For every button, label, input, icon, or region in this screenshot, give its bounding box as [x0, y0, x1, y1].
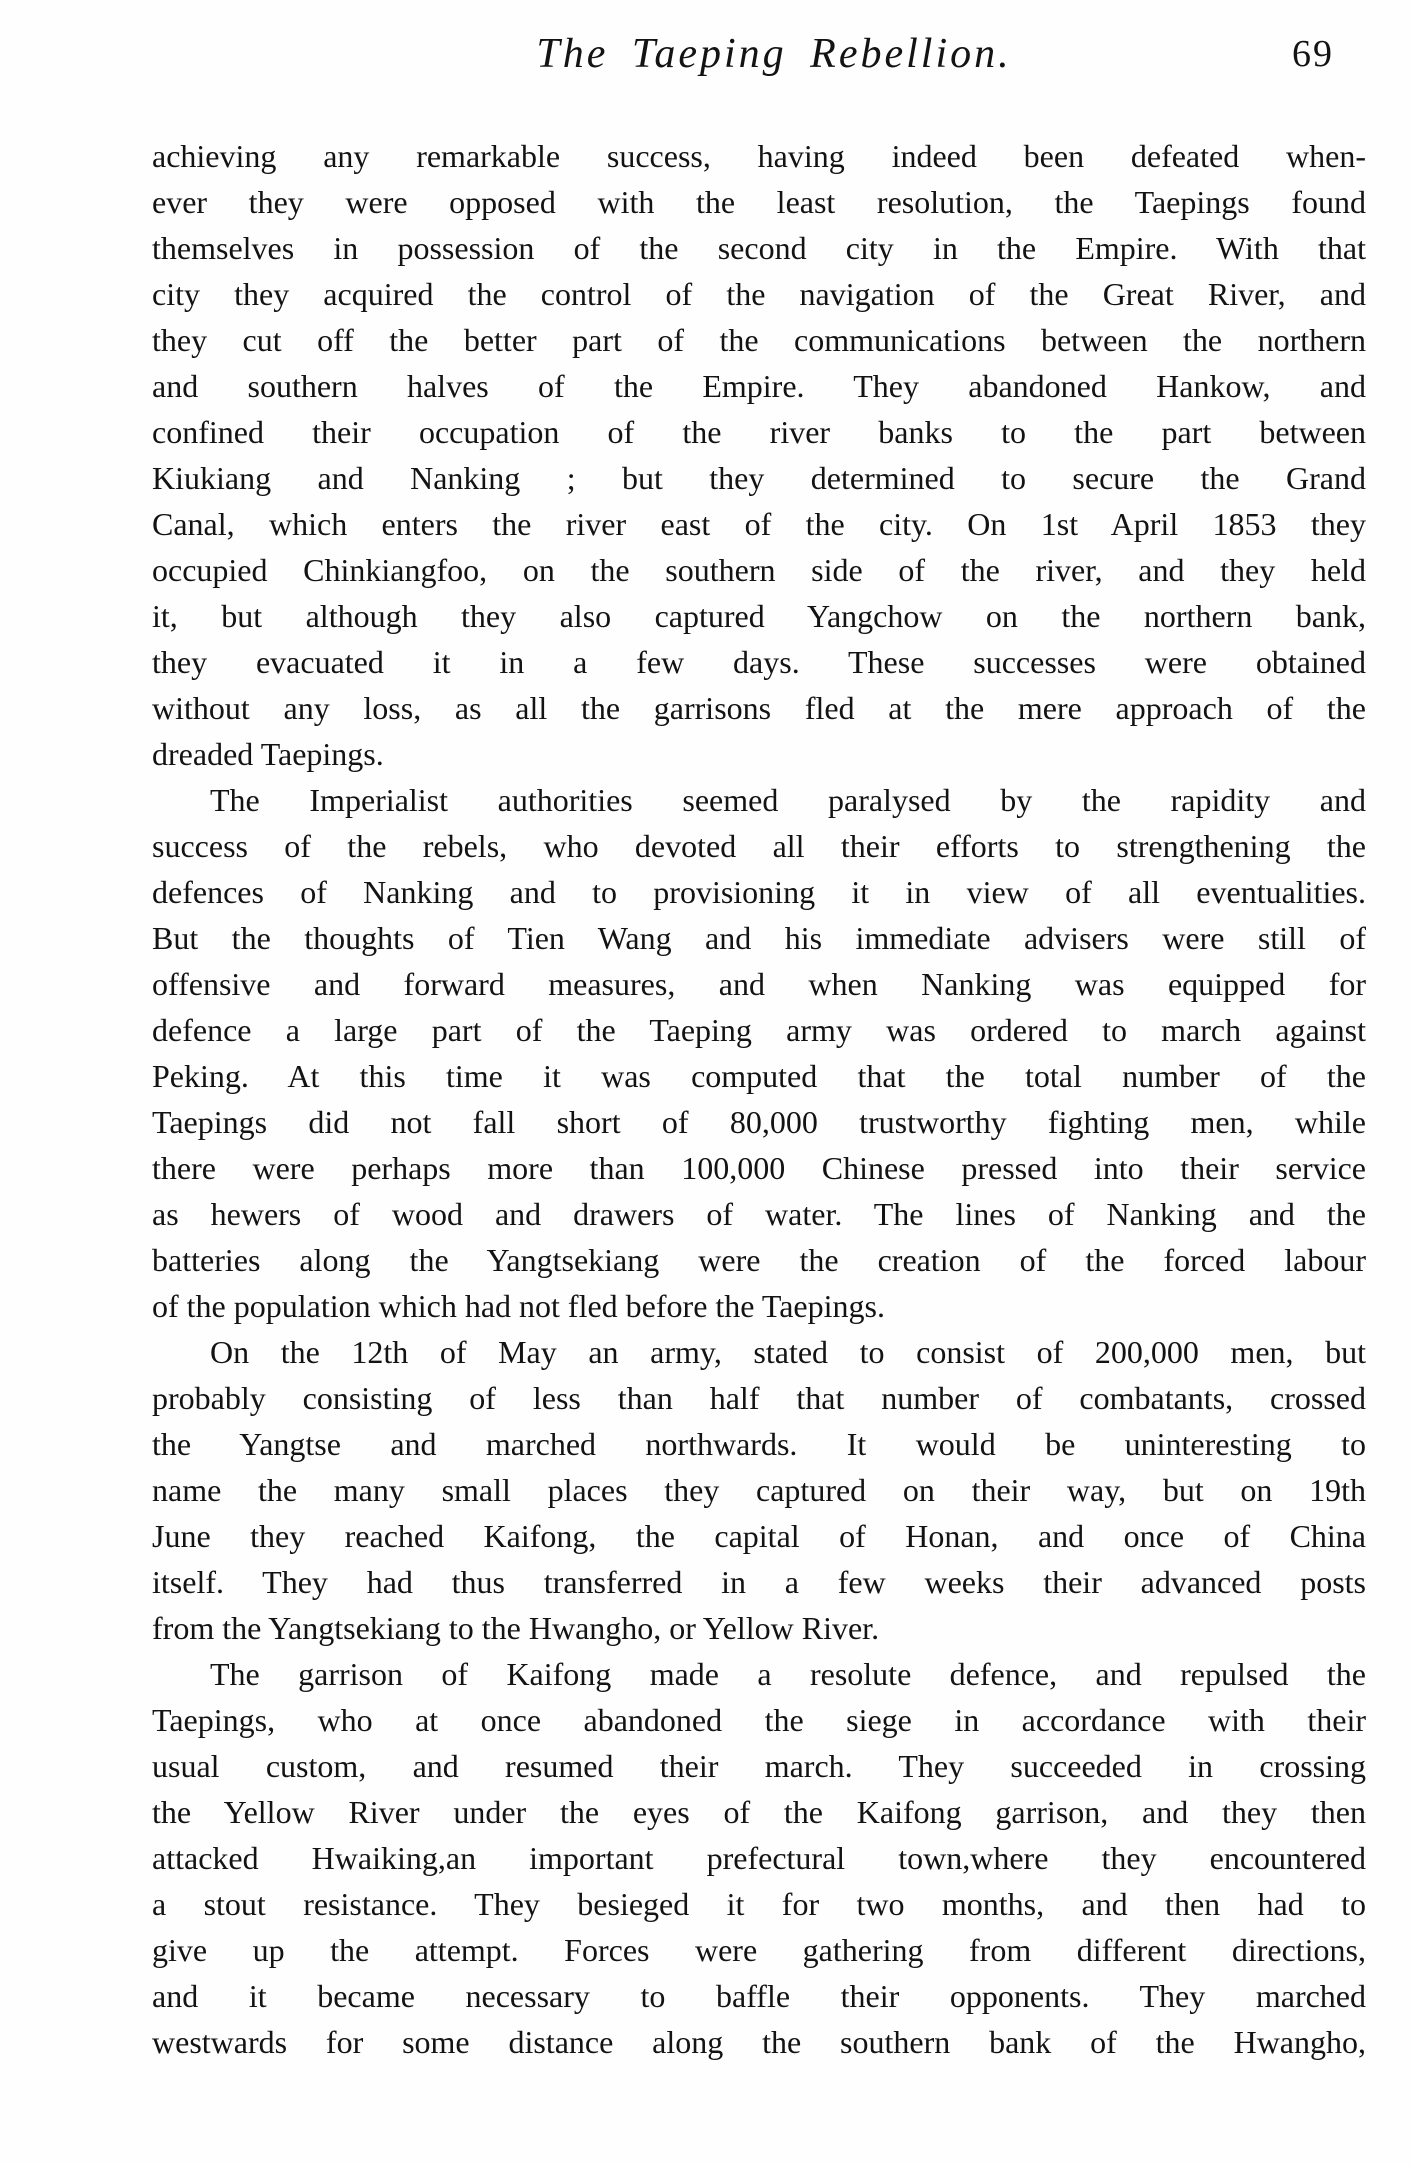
text-line: they evacuated it in a few days. These successes were obtained — [152, 644, 1366, 680]
text-line: as hewers of wood and drawers of water. The lines of Nanking and the — [152, 1196, 1366, 1232]
text-line: they cut off the better part of the communications between the northern — [152, 322, 1366, 358]
text-line: and southern halves of the Empire. They abandoned Hankow, and — [152, 368, 1366, 404]
text-line: ever they were opposed with the least resolution, the Taepings found — [152, 184, 1366, 220]
text-line: achieving any remarkable success, having indeed been defeated when- — [152, 138, 1366, 174]
text-line: give up the attempt. Forces were gathering from different directions, — [152, 1932, 1366, 1968]
text-line: batteries along the Yangtsekiang were the creation of the forced labour — [152, 1242, 1366, 1278]
body-text — [152, 133, 1366, 2065]
text-line: name the many small places they captured on their way, but on 19th — [152, 1472, 1366, 1508]
text-line: from the Yangtsekiang to the Hwangho, or Yellow River. — [152, 1610, 880, 1646]
text-line: the Yellow River under the eyes of the Kaifong garrison, and they then — [152, 1794, 1366, 1830]
text-line: Taepings did not fall short of 80,000 trustworthy fighting men, while — [152, 1104, 1366, 1140]
text-line: Canal, which enters the river east of the city. On 1st April 1853 they — [152, 506, 1366, 542]
text-line: defence a large part of the Taeping army was ordered to march against — [152, 1012, 1366, 1048]
text-line: On the 12th of May an army, stated to consist of 200,000 men, but — [210, 1334, 1366, 1370]
text-line: dreaded Taepings. — [152, 736, 384, 772]
text-line: the Yangtse and marched northwards. It would be uninteresting to — [152, 1426, 1366, 1462]
text-line: Taepings, who at once abandoned the siege in accordance with their — [152, 1702, 1366, 1738]
text-line: But the thoughts of Tien Wang and his immediate advisers were still of — [152, 920, 1366, 956]
text-line: of the population which had not fled before the Taepings. — [152, 1288, 885, 1324]
text-line: Peking. At this time it was computed that the total number of the — [152, 1058, 1366, 1094]
text-line: offensive and forward measures, and when Nanking was equipped for — [152, 966, 1366, 1002]
text-line: there were perhaps more than 100,000 Chinese pressed into their service — [152, 1150, 1366, 1186]
text-line: and it became necessary to baffle their opponents. They marched — [152, 1978, 1366, 2014]
text-line: June they reached Kaifong, the capital of Honan, and once of China — [152, 1518, 1366, 1554]
text-line: Kiukiang and Nanking ; but they determined to secure the Grand — [152, 460, 1366, 496]
text-line: probably consisting of less than half that number of combatants, crossed — [152, 1380, 1366, 1416]
text-line: success of the rebels, who devoted all their efforts to strengthening the — [152, 828, 1366, 864]
text-line: a stout resistance. They besieged it for two months, and then had to — [152, 1886, 1366, 1922]
text-line: usual custom, and resumed their march. They succeeded in crossing — [152, 1748, 1366, 1784]
page-number: 69 — [1292, 33, 1334, 75]
page-header — [0, 0, 1412, 130]
running-title: The Taeping Rebellion. — [536, 31, 1012, 77]
text-line: it, but although they also captured Yangchow on the northern bank, — [152, 598, 1366, 634]
text-line: themselves in possession of the second city in the Empire. With that — [152, 230, 1366, 266]
text-line: occupied Chinkiangfoo, on the southern side of the river, and they held — [152, 552, 1366, 588]
text-line: confined their occupation of the river banks to the part between — [152, 414, 1366, 450]
text-line: city they acquired the control of the navigation of the Great River, and — [152, 276, 1366, 312]
text-line: defences of Nanking and to provisioning it in view of all eventualities. — [152, 874, 1366, 910]
text-line: without any loss, as all the garrisons fled at the mere approach of the — [152, 690, 1366, 726]
text-line: attacked Hwaiking,an important prefectural town,where they encountered — [152, 1840, 1366, 1876]
text-line: westwards for some distance along the southern bank of the Hwangho, — [152, 2024, 1366, 2060]
text-line: The garrison of Kaifong made a resolute defence, and repulsed the — [210, 1656, 1366, 1692]
text-line: The Imperialist authorities seemed paralysed by the rapidity and — [210, 782, 1366, 818]
text-line: itself. They had thus transferred in a few weeks their advanced posts — [152, 1564, 1366, 1600]
